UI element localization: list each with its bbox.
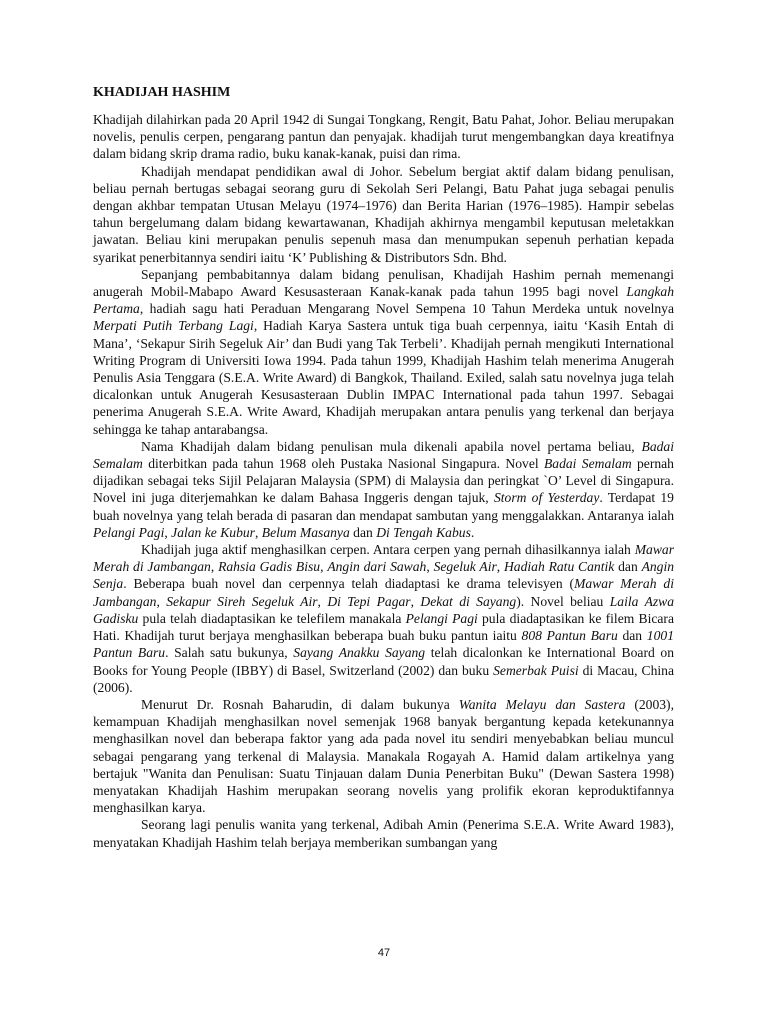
paragraph (93, 266, 674, 438)
italic-title-text: 808 Pantun Baru (521, 628, 618, 644)
italic-title-text: Merpati Putih Terbang Lagi (93, 318, 254, 334)
italic-title-text: Angin Senja (93, 559, 675, 592)
italic-title-text: Sayang Anakku Sayang (293, 645, 426, 661)
paragraph-text: Khadijah juga aktif menghasilkan cerpen. Antara cerpen yang pernah dihasilkannya ialah (141, 542, 635, 558)
document-body (93, 111, 674, 851)
paragraph (93, 696, 674, 816)
paragraph-text: , (496, 559, 504, 575)
paragraph-text: , (410, 593, 421, 609)
italic-title-text: Langkah Pertama (93, 284, 674, 317)
paragraph-text: dan (349, 524, 377, 540)
paragraph-text: (2003), kemampuan Khadijah menghasilkan novel semenjak 1968 banyak bergantung kepada ketekunannya menghasilkan novel dan beberapa faktor yang ada pada novel itu sendiri menyebabkan beliau muncul sebagai pengarang yang terkenal di Malaysia. Manakala Rogayah A. Hamid dalam artikelnya yang bertajuk "Wanita dan Penulisan: Suatu Tinjauan dalam Dunia Penerbitan Buku" (Dewan Sastera 1998) menyatakan Khadijah Hashim merupakan seorang novelis yang prolifik ekoran keproduktifannya menghasilkan karya. (93, 696, 674, 816)
italic-title-text: Badai Semalam (543, 456, 632, 472)
paragraph-text: dan (617, 628, 647, 644)
paragraph-text: , (320, 559, 328, 575)
paragraph-text: , (164, 524, 172, 540)
paragraph-text: pula telah diadaptasikan ke telefilem manakala (138, 610, 406, 626)
italic-title-text: Laila Azwa Gadisku (93, 593, 675, 626)
italic-title-text: Sekapur Sireh Segeluk Air (166, 593, 318, 609)
paragraph-text: pula diadaptasikan ke filem Bicara Hati. Khadijah turut berjaya menghasilkan beberapa buah buku pantun iaitu (93, 610, 674, 644)
paragraph-text: pernah dijadikan sebagai teks Sijil Pelajaran Malaysia (SPM) di Malaysia dan peringkat `O’ Level di Singapura. Novel ini juga diterjemahkan ke dalam Bahasa Inggeris dengan tajuk, (93, 456, 674, 506)
paragraph-text: Seorang lagi penulis wanita yang terkenal, Adibah Amin (Penerima S.E.A. Write Award 1983), menyatakan Khadijah Hashim telah berjaya memberikan sumbangan yang (93, 817, 674, 850)
italic-title-text: Wanita Melayu dan Sastera (458, 696, 626, 712)
italic-title-text: Di Tengah Kabus (376, 524, 471, 540)
italic-title-text: Pelangi Pagi (405, 610, 478, 626)
page-number: 47 (377, 947, 391, 959)
paragraph-text: telah dicalonkan ke International Board on Books for Young People (IBBY) di Basel, Switzerland (2002) dan buku (93, 645, 674, 678)
italic-title-text: 1001 Pantun Baru (93, 628, 674, 661)
paragraph-text: , Hadiah Karya Sastera untuk tiga buah cerpennya, iaitu ‘Kasih Entah di Mana’, ‘Sekapur Sirih Segeluk Air’ dan Budi yang Tak Terbeli’. Khadijah pernah mengikuti International Writing Program di Universiti Iowa 1994. Pada tahun 1999, Khadijah Hashim telah menerima Anugerah Penulis Asia Tenggara (S.E.A. Write Award) di Bangkok, Thailand. Exiled, salah satu novelnya juga telah dicalonkan untuk Anugerah Kesusasteraan Dublin IMPAC International pada tahun 1997. Sebagai penerima Anugerah S.E.A. Write Award, Khadijah merupakan antara penulis yang terkenal dan berjaya sehingga ke tahap antarabangsa. (93, 318, 674, 437)
italic-title-text: Semerbak Puisi (493, 662, 579, 678)
italic-title-text: Angin dari Sawah (327, 559, 427, 575)
italic-title-text: Mawar Merah di Jambangan (93, 576, 675, 609)
paragraph-text: Sepanjang pembabitannya dalam bidang penulisan, Khadijah Hashim pernah memenangi anugerah Mobil-Mabapo Award Kesusasteraan Kanak-kanak pada tahun 1995 bagi novel (93, 266, 674, 300)
paragraph-text: , (317, 593, 328, 609)
paragraph-text: ). Novel beliau (516, 593, 610, 609)
paragraph-text: , (210, 559, 219, 575)
paragraph-text: Menurut Dr. Rosnah Baharudin, di dalam bukunya (141, 696, 459, 712)
paragraph-text: , (156, 593, 167, 609)
paragraph-text: di Macau, China (2006). (93, 662, 674, 695)
paragraph-text: . Beberapa buah novel dan cerpennya telah diadaptasi ke drama televisyen ( (123, 576, 575, 592)
paragraph-text: , (426, 559, 434, 575)
paragraph (93, 438, 674, 541)
paragraph (93, 816, 674, 850)
italic-title-text: Storm of Yesterday (493, 490, 600, 506)
paragraph-text: . Terdapat 19 buah novelnya yang telah berada di pasaran dan mendapat sambutan yang menggalakkan. Antaranya ialah (93, 490, 674, 523)
italic-title-text: Di Tepi Pagar (327, 593, 411, 609)
paragraph-text: dan (614, 559, 642, 575)
paragraph-text: Khadijah dilahirkan pada 20 April 1942 di Sungai Tongkang, Rengit, Batu Pahat, Johor. Beliau merupakan novelis, penulis cerpen, pengarang pantun dan penyajak. khadijah turut mengembangkan daya kreatifnya dalam bidang skrip drama radio, buku kanak-kanak, puisi dan rima. (93, 112, 674, 162)
italic-title-text: Hadiah Ratu Cantik (503, 559, 615, 575)
paragraph (93, 541, 674, 696)
paragraph-text: . (470, 524, 475, 540)
paragraph-text: Khadijah mendapat pendidikan awal di Johor. Sebelum bergiat aktif dalam bidang penulisan, beliau pernah bertugas sebagai seorang guru di Sekolah Seri Pelangi, Batu Pahat juga sebagai penulis dengan akhbar tempatan Utusan Melayu (1974–1976) dan Berita Harian (1976–1985). Hampir sebelas tahun bergelumang dalam bidang kewartawanan, Khadijah akhirnya mengambil keputusan meletakkan jawatan. Beliau kini merupakan penulis sepenuh masa dan menumpukan sepenuh perhatian kepada syarikat penerbitannya sendiri iaitu ‘K’ Publishing & Distributors Sdn. Bhd. (93, 163, 674, 265)
paragraph-text: Nama Khadijah dalam bidang penulisan mula dikenali apabila novel pertama beliau, (141, 438, 642, 454)
paragraph-text: . Salah satu bukunya, (165, 645, 294, 661)
paragraph-text: , hadiah sagu hati Peraduan Mengarang Novel Sempena 10 Tahun Merdeka untuk novelnya (139, 301, 674, 317)
italic-title-text: Belum Masanya (261, 524, 350, 540)
italic-title-text: Mawar Merah di Jambangan (93, 542, 674, 575)
italic-title-text: Segeluk Air (433, 559, 497, 575)
document-title: KHADIJAH HASHIM (93, 85, 231, 100)
italic-title-text: Badai Semalam (93, 438, 674, 472)
italic-title-text: Rahsia Gadis Bisu (218, 559, 321, 575)
italic-title-text: Jalan ke Kubur (171, 524, 255, 540)
paragraph-text: diterbitkan pada tahun 1968 oleh Pustaka Nasional Singapura. Novel (142, 456, 544, 472)
paragraph-text: , (254, 524, 262, 540)
paragraph (93, 111, 674, 163)
paragraph (93, 163, 674, 266)
italic-title-text: Dekat di Sayang (420, 593, 517, 609)
italic-title-text: Pelangi Pagi (93, 524, 165, 540)
